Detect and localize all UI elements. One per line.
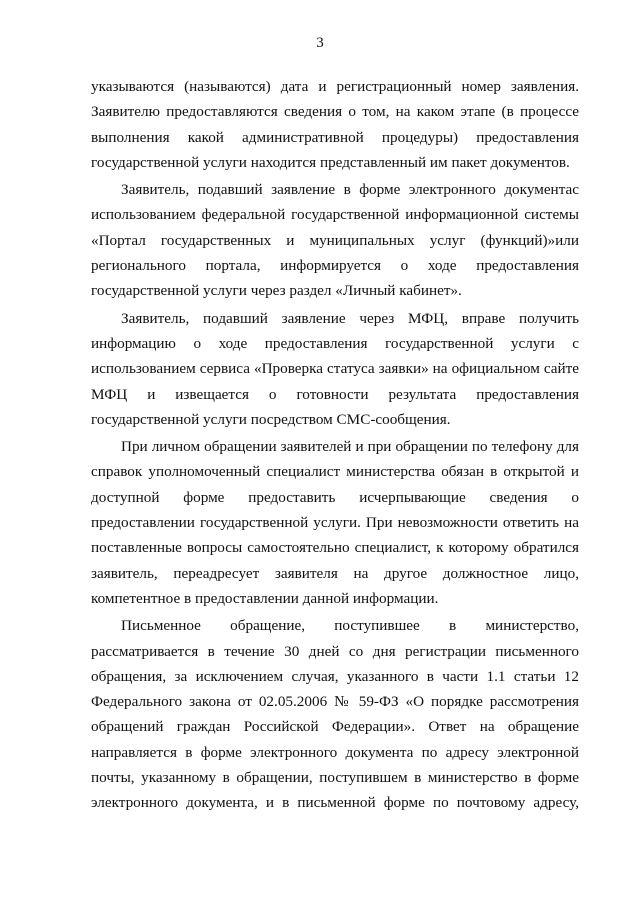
paragraph-line: регионального портала, информируется о ходе предоставления bbox=[91, 257, 579, 275]
paragraph-line: государственной услуги находится представленный им пакет документов. bbox=[91, 153, 570, 171]
paragraph-line: выполнения какой административной процедуры) предоставления bbox=[91, 128, 579, 146]
paragraph-5 bbox=[91, 613, 579, 815]
paragraph-line: компетентное в предоставлении данной информации. bbox=[91, 589, 439, 607]
paragraph-line: электронного документа, и в письменной форме по почтовому адресу, bbox=[91, 794, 579, 812]
paragraph-1 bbox=[91, 74, 579, 175]
paragraph-line: рассматривается в течение 30 дней со дня регистрации письменного bbox=[91, 642, 579, 660]
paragraph-line: Заявитель, подавший заявление в форме электронного документас bbox=[121, 181, 579, 199]
page-number: 3 bbox=[316, 35, 324, 51]
paragraph-line: почты, указанному в обращении, поступившем в министерство в форме bbox=[91, 769, 579, 787]
paragraph-line: справок уполномоченный специалист министерства обязан в открытой и bbox=[91, 463, 579, 481]
paragraph-line: доступной форме предоставить исчерпывающие сведения о bbox=[91, 488, 579, 506]
paragraph-line: государственной услуги посредством СМС-сообщения. bbox=[91, 410, 451, 428]
paragraph-line: Заявителю предоставляются сведения о том, на каком этапе (в процессе bbox=[91, 103, 579, 121]
document-body bbox=[91, 74, 579, 818]
paragraph-line: Федерального закона от 02.05.2006 № 59-ФЗ «О порядке рассмотрения bbox=[91, 693, 579, 711]
paragraph-line: использованием сервиса «Проверка статуса заявки» на официальном сайте bbox=[91, 360, 579, 378]
paragraph-line: Письменное обращение, поступившее в министерство, bbox=[121, 617, 579, 635]
paragraph-2 bbox=[91, 177, 579, 303]
paragraph-line: обращений граждан Российской Федерации». Ответ на обращение bbox=[91, 718, 579, 736]
paragraph-line: «Портал государственных и муниципальных услуг (функций)»или bbox=[91, 231, 579, 249]
paragraph-line: направляется в форме электронного документа по адресу электронной bbox=[91, 743, 579, 761]
paragraph-line: информацию о ходе предоставления государственной услуги с bbox=[91, 334, 579, 352]
paragraph-4 bbox=[91, 434, 579, 611]
paragraph-line: поставленные вопросы самостоятельно специалист, к которому обратился bbox=[91, 539, 579, 557]
paragraph-line: предоставлении государственной услуги. При невозможности ответить на bbox=[91, 514, 579, 532]
paragraph-line: Заявитель, подавший заявление через МФЦ, вправе получить bbox=[121, 309, 579, 327]
paragraph-line: обращения, за исключением случая, указанного в части 1.1 статьи 12 bbox=[91, 667, 579, 685]
paragraph-line: заявитель, переадресует заявителя на другое должностное лицо, bbox=[91, 564, 579, 582]
paragraph-line: государственной услуги через раздел «Личный кабинет». bbox=[91, 282, 462, 300]
paragraph-3 bbox=[91, 306, 579, 432]
paragraph-line: использованием федеральной государственной информационной системы bbox=[91, 206, 579, 224]
paragraph-line: При личном обращении заявителей и при обращении по телефону для bbox=[121, 438, 579, 456]
paragraph-line: указываются (называются) дата и регистрационный номер заявления. bbox=[91, 78, 579, 95]
paragraph-line: МФЦ и извещается о готовности результата предоставления bbox=[91, 385, 579, 403]
